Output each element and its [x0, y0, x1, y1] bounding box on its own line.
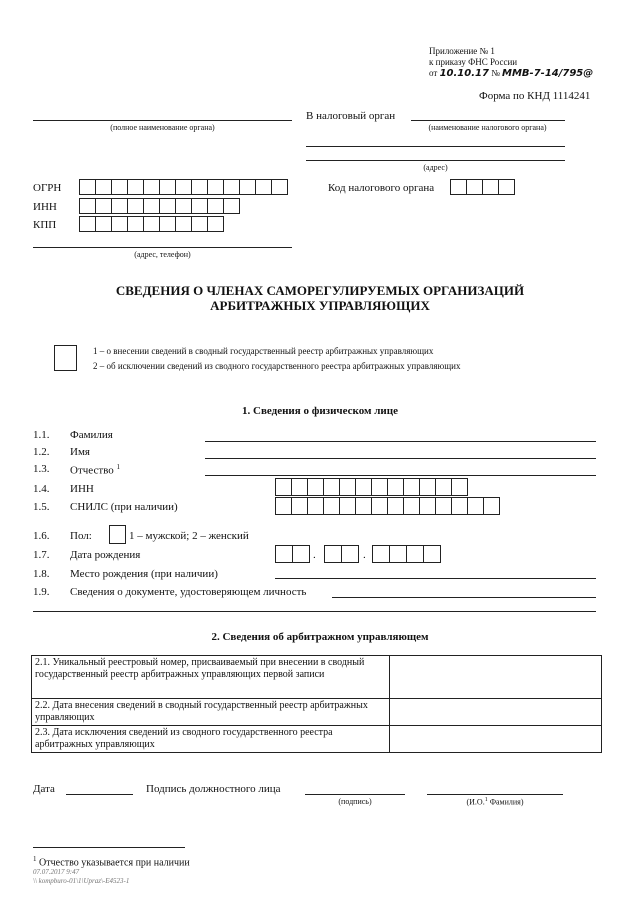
person-inn-label: ИНН — [70, 483, 94, 495]
patronymic-field[interactable] — [205, 475, 596, 476]
row-num: 1.7. — [33, 549, 50, 561]
official-signature-label: Подпись должностного лица — [146, 783, 281, 795]
form-code: Форма по КНД 1114241 — [479, 90, 591, 102]
handwritten-number: ММВ-7-14/795@ — [502, 68, 594, 79]
official-name-caption: (И.О.$^1$ Фамилия) — [466, 797, 524, 807]
footnote: $^1$ Отчество указывается при наличии — [33, 855, 190, 869]
ogrn-label: ОГРН — [33, 182, 62, 194]
file-meta: 07.07.2017 9:47 \\ kompburo-01\1\Upraz\-E4523-1 — [33, 868, 130, 885]
gender-box[interactable] — [109, 525, 126, 544]
gender-label: Пол: — [70, 530, 92, 542]
id-document-field[interactable] — [332, 597, 596, 598]
birth-month-cells[interactable] — [324, 545, 359, 563]
name-label: Имя — [70, 446, 90, 458]
birthplace-field[interactable] — [275, 578, 596, 579]
date-separator: . — [313, 549, 316, 561]
info-type-box[interactable] — [54, 345, 77, 371]
row-num: 1.4. — [33, 483, 50, 495]
birthdate-label: Дата рождения — [70, 549, 141, 561]
address-phone-caption: (адрес, телефон) — [134, 250, 191, 259]
row-num: 1.5. — [33, 501, 50, 513]
appendix-title: Приложение № 1 — [429, 46, 495, 56]
handwritten-date: 10.10.17 — [439, 68, 489, 79]
section2-title: 2. Сведения об арбитражном управляющем — [211, 631, 429, 643]
official-name-field[interactable] — [427, 794, 563, 795]
date-label: Дата — [33, 783, 55, 795]
footnote-separator — [33, 847, 185, 848]
table-row — [32, 699, 602, 726]
birth-day-cells[interactable] — [275, 545, 310, 563]
inn-label: ИНН — [33, 201, 57, 213]
tax-authority-name-caption: (наименование налогового органа) — [428, 123, 547, 132]
row-num: 1.8. — [33, 568, 50, 580]
signature-field[interactable] — [305, 794, 405, 795]
appendix-note — [429, 46, 593, 79]
order-ref: к приказу ФНС России — [429, 57, 518, 67]
tax-authority-address-caption: (адрес) — [423, 163, 448, 172]
option-code-2: 2 – об исключении сведений из сводного государственного реестра арбитражных управляющих — [93, 361, 461, 371]
exclusion-date-label: 2.3. Дата исключения сведений из сводного государственного реестра арбитражных управляющих — [32, 726, 390, 753]
row-num: 1.2. — [33, 446, 50, 458]
birthplace-label: Место рождения (при наличии) — [70, 568, 218, 580]
document-title: СВЕДЕНИЯ О ЧЛЕНАХ САМОРЕГУЛИРУЕМЫХ ОРГАНИЗАЦИЙ АРБИТРАЖНЫХ УПРАВЛЯЮЩИХ — [115, 283, 525, 313]
snils-label: СНИЛС (при наличии) — [70, 501, 178, 513]
id-document-field-2[interactable] — [33, 611, 596, 612]
ogrn-cells[interactable] — [79, 179, 288, 195]
exclusion-date-value[interactable] — [390, 726, 602, 753]
snils-cells[interactable] — [275, 497, 500, 515]
birth-year-cells[interactable] — [372, 545, 441, 563]
table-row — [32, 726, 602, 753]
row-num: 1.9. — [33, 586, 50, 598]
date-field[interactable] — [66, 794, 133, 795]
surname-field[interactable] — [205, 441, 596, 442]
patronymic-label: Отчество $^1$ — [70, 463, 120, 477]
id-document-label: Сведения о документе, удостоверяющем личность — [70, 586, 307, 598]
org-inn-cells[interactable] — [79, 198, 240, 214]
row-num: 1.1. — [33, 429, 50, 441]
tax-authority-label: В налоговый орган — [306, 110, 396, 122]
kpp-label: КПП — [33, 219, 57, 231]
tax-code-cells[interactable] — [450, 179, 515, 195]
kpp-cells[interactable] — [79, 216, 224, 232]
order-date-number: от 10.10.17 № ММВ-7-14/795@ — [429, 68, 594, 79]
tax-code-label: Код налогового органа — [328, 182, 435, 194]
date-separator: . — [363, 549, 366, 561]
surname-label: Фамилия — [70, 429, 113, 441]
footnote-ref: 1 — [116, 463, 120, 471]
entry-date-label: 2.2. Дата внесения сведений в сводный государственный реестр арбитражных управляющих — [32, 699, 390, 726]
signature-caption: (подпись) — [338, 797, 372, 806]
entry-date-value[interactable] — [390, 699, 602, 726]
option-code-1: 1 – о внесении сведений в сводный государственный реестр арбитражных управляющих — [93, 346, 434, 356]
registry-number-label: 2.1. Уникальный реестровый номер, присваиваемый при внесении в сводный государственный реестр арбитражных управляющих первой записи — [32, 656, 390, 699]
row-num: 1.6. — [33, 530, 50, 542]
registry-number-value[interactable] — [390, 656, 602, 699]
section1-title: 1. Сведения о физическом лице — [242, 405, 398, 417]
name-field[interactable] — [205, 458, 596, 459]
row-num: 1.3. — [33, 463, 50, 475]
person-inn-cells[interactable] — [275, 478, 468, 496]
manager-info-table — [31, 655, 602, 753]
table-row — [32, 656, 602, 699]
gender-hint: 1 – мужской; 2 – женский — [129, 530, 249, 542]
org-name-caption: (полное наименование органа) — [110, 123, 215, 132]
